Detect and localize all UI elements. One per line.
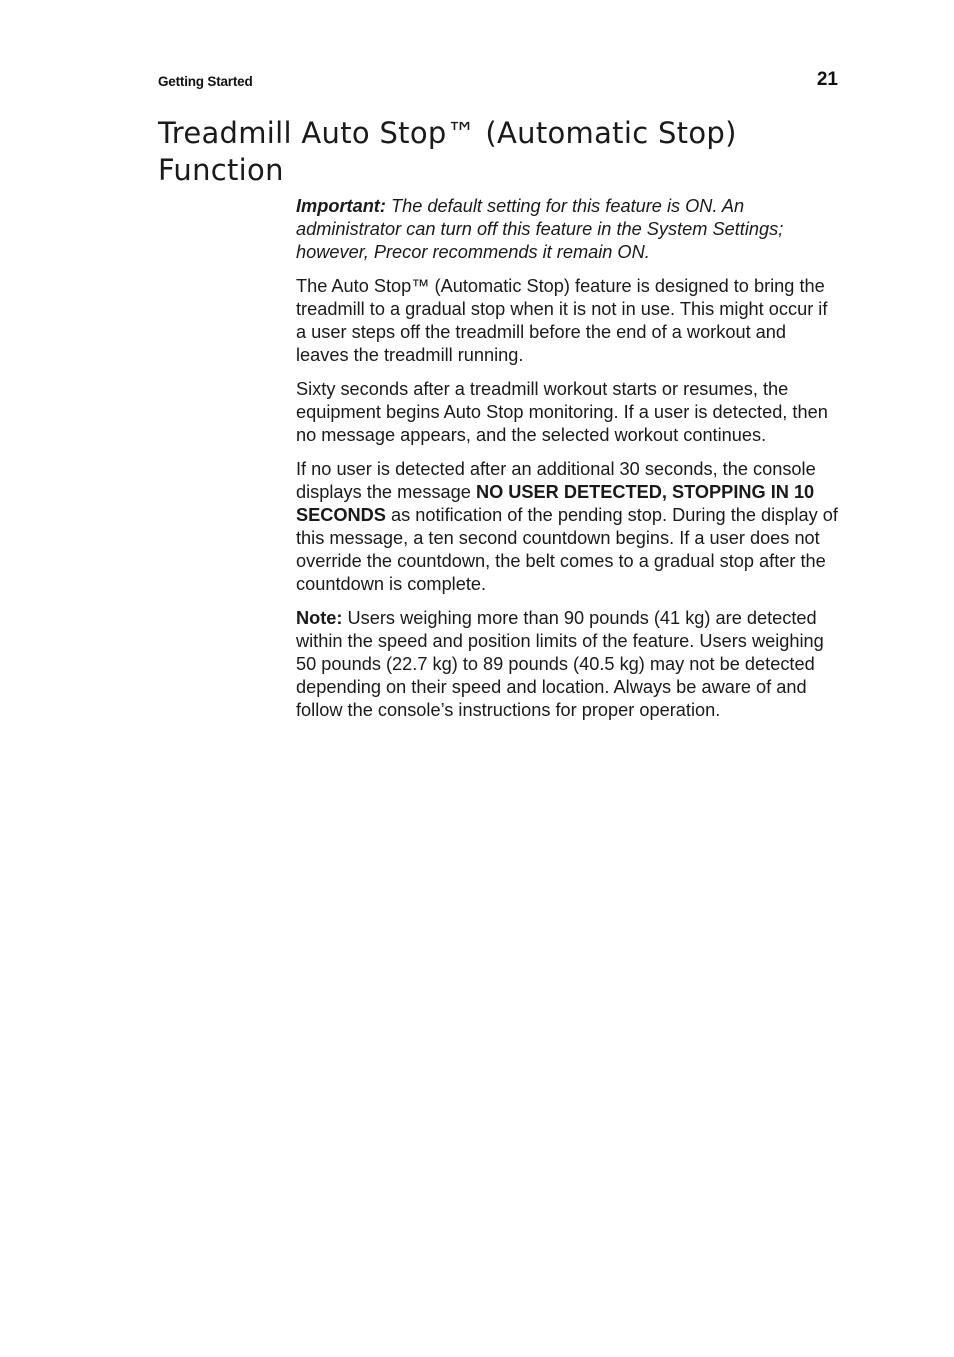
note-text: Users weighing more than 90 pounds (41 kg) are detected within the speed and position limits of the feature. Users weighing 50 pounds (22.7 kg) to 89 pounds (40.5 kg) may not be detected depending on their speed and location. Always be aware of and follow the console’s instructions for proper operation.: [296, 608, 824, 720]
important-paragraph: [296, 195, 838, 264]
page-number: 21: [816, 69, 838, 90]
important-label: Important:: [296, 196, 386, 216]
monitoring-paragraph: Sixty seconds after a treadmill workout starts or resumes, the equipment begins Auto Stop monitoring. If a user is detected, then no message appears, and the selected workout continues.: [296, 379, 828, 445]
console-message: NO USER DETECTED, STOPPING IN 10 SECONDS: [296, 482, 815, 525]
detection-paragraph: [296, 458, 838, 596]
running-header: Getting Started: [158, 74, 253, 89]
important-text: The default setting for this feature is ON. An administrator can turn off this feature in the System Settings; however, Precor recommends it remain ON.: [296, 196, 784, 262]
detection-text-before: If no user is detected after an additional 30 seconds, the console displays the message: [296, 459, 816, 502]
note-label: Note:: [296, 608, 343, 628]
detection-text-after: as notification of the pending stop. During the display of this message, a ten second countdown begins. If a user does not override the countdown, the belt comes to a gradual stop after the countdown is complete.: [296, 505, 838, 594]
page-title: Treadmill Auto Stop™ (Automatic Stop) Function: [158, 116, 737, 187]
intro-paragraph: The Auto Stop™ (Automatic Stop) feature is designed to bring the treadmill to a gradual stop when it is not in use. This might occur if a user steps off the treadmill before the end of a workout and leaves the treadmill running.: [296, 276, 828, 365]
body-column: [296, 195, 838, 733]
note-paragraph: [296, 607, 838, 722]
